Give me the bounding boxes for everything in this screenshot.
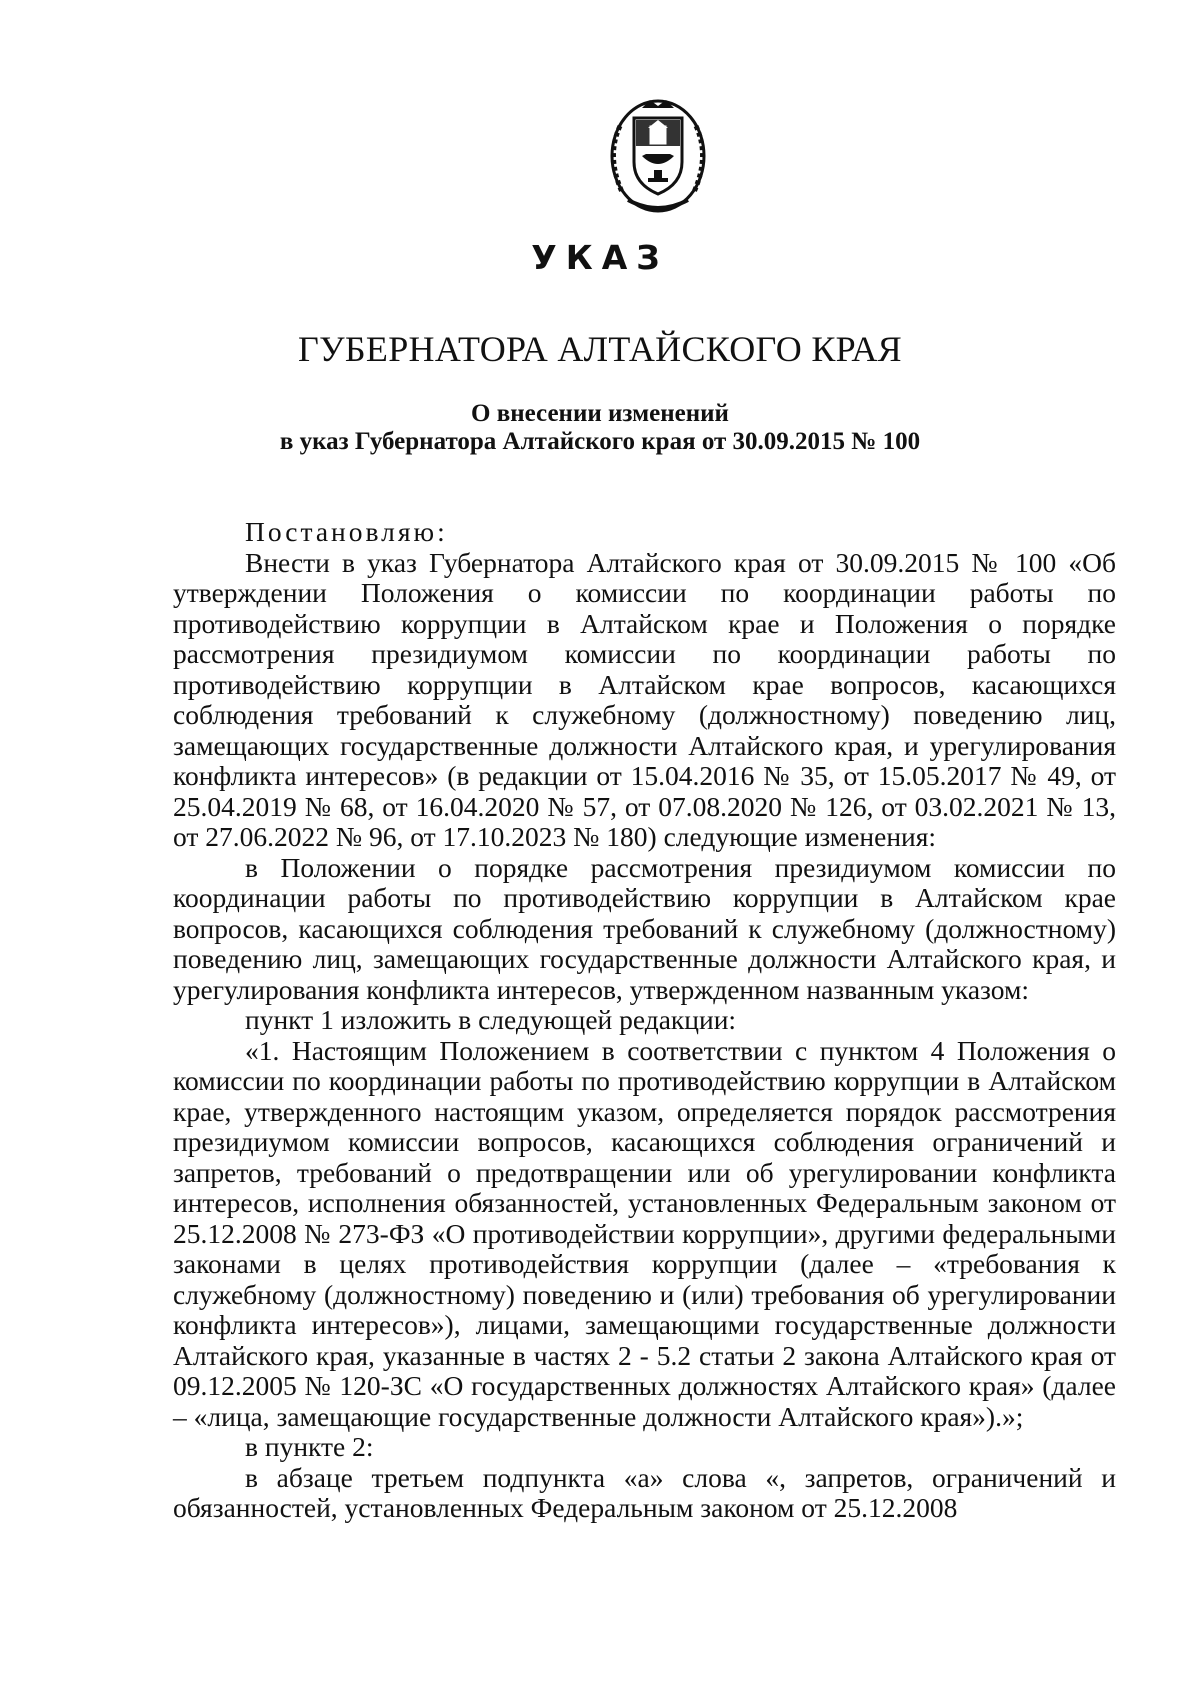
document-issuer: ГУБЕРНАТОРА АЛТАЙСКОГО КРАЯ <box>298 329 902 369</box>
document-title <box>0 400 1200 456</box>
body-paragraph: «1. Настоящим Положением в соответствии с пунктом 4 Положения о комиссии по координации работы по противодействию коррупции в Алтайском крае, утвержденного настоящим указом, определяется порядок рассмотрения президиумом комиссии вопросов, касающихся соблюдения ограничений и запретов, требований о предотвращении или об урегулировании конфликта интересов, исполнения обязанностей, установленных Федеральным законом от 25.12.2008 № 273-ФЗ «О противодействии коррупции», другими федеральными законами в целях противодействия коррупции (далее – «требования к служебному (должностному) поведению и (или) требования об урегулировании конфликта интересов»), лицами, замещающими государственные должности Алтайского края, указанные в частях 2 - 5.2 статьи 2 закона Алтайского края от 09.12.2005 № 120-ЗС «О государственных должностях Алтайского края» (далее – «лица, замещающие государственные должности Алтайского края»).»; <box>173 1034 1116 1432</box>
decree-opening: Постановляю: <box>245 516 448 547</box>
body-paragraph: в пункте 2: <box>245 1431 374 1462</box>
body-paragraph: пункт 1 изложить в следующей редакции: <box>245 1004 737 1035</box>
document-title-line: О внесении изменений <box>471 400 729 427</box>
document-title-line: в указ Губернатора Алтайского края от 30.09.2015 № 100 <box>279 428 921 455</box>
coat-of-arms-icon <box>598 96 718 220</box>
body-paragraph: Внести в указ Губернатора Алтайского края от 30.09.2015 № 100 «Об утверждении Положения о комиссии по координации работы по противодействию коррупции в Алтайском крае и Положения о порядке рассмотрения президиумом комиссии по координации работы по противодействию коррупции в Алтайском крае вопросов, касающихся соблюдения требований к служебному (должностному) поведению лиц, замещающих государственные должности Алтайского края, и урегулирования конфликта интересов» (в редакции от 15.04.2016 № 35, от 15.05.2017 № 49, от 25.04.2019 № 68, от 16.04.2020 № 57, от 07.08.2020 № 126, от 03.02.2021 № 13, от 27.06.2022 № 96, от 17.10.2023 № 180) следующие изменения: <box>173 546 1116 852</box>
body-paragraph: в Положении о порядке рассмотрения президиумом комиссии по координации работы по противодействию коррупции в Алтайском крае вопросов, касающихся соблюдения требований к служебному (должностному) поведению лиц, замещающих государственные должности Алтайского края, и урегулирования конфликта интересов, утвержденном названным указом: <box>173 851 1116 1005</box>
document-type: УКАЗ <box>531 238 669 277</box>
body-paragraph: в абзаце третьем подпункта «а» слова «, запретов, ограничений и обязанностей, установленных Федеральным законом от 25.12.2008 <box>173 1461 1116 1523</box>
document-body <box>173 517 1116 1524</box>
